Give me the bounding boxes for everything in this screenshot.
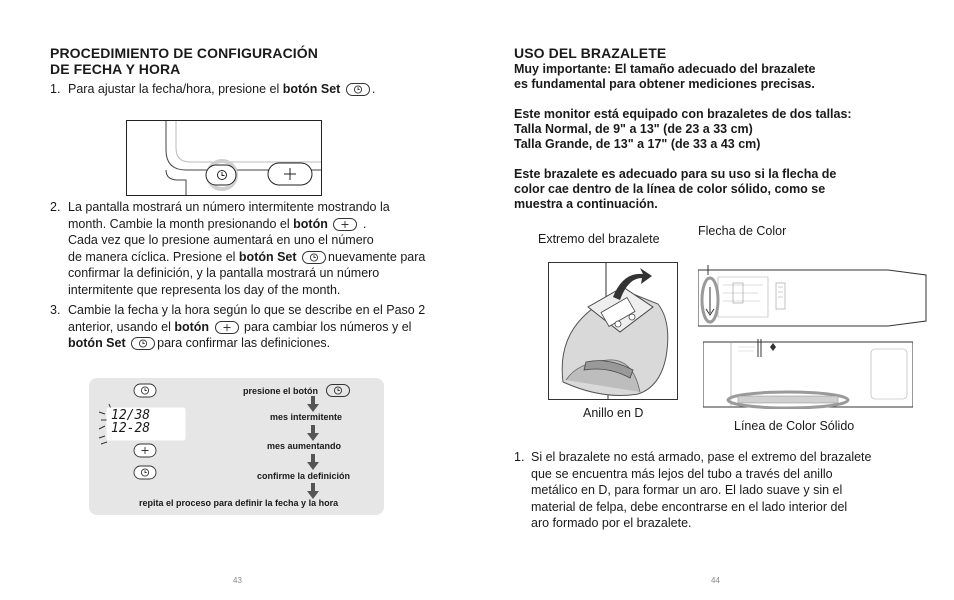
right-important: Muy importante: El tamaño adecuado del brazalete es fundamental para obtener mediciones precisas. bbox=[514, 62, 816, 91]
lcd-display: 12/38 12-28 bbox=[111, 408, 151, 436]
flow-label-confirm: confirme la definición bbox=[257, 471, 351, 481]
arrow-down-icon bbox=[307, 396, 319, 412]
arrow-down-icon bbox=[307, 454, 319, 470]
left-step2: 2. La pantalla mostrará un número intermitente mostrando la month. Cambie la month presionando el botón . Cada vez que lo presione aumentará en uno el número de manera cíclica. Presione el botón Set nuevamente para confirmar la definición, y la pantalla mostrará un número intermitente que representa los day of the month. bbox=[50, 200, 426, 297]
right-title: USO DEL BRAZALETE bbox=[514, 45, 667, 61]
caption-d-ring: Anillo en D bbox=[583, 406, 644, 420]
plus-icon bbox=[333, 218, 357, 231]
page-number-left: 43 bbox=[233, 576, 242, 585]
left-step3: 3. Cambie la fecha y la hora según lo que se describe en el Paso 2 anterior, usando el botón para cambiar los números y el botón Set para confirmar las definiciones. bbox=[50, 303, 426, 350]
right-step1: 1. Si el brazalete no está armado, pase el extremo del brazalete que se encuentra más lejos del tubo a través del anillo metálico en D, para formar un aro. El lado suave y sin el material de felpa, debe encontrarse en el lado interior del aro formado por el brazalete. bbox=[514, 450, 872, 530]
left-title: PROCEDIMIENTO DE CONFIGURACIÓN DE FECHA Y HORA bbox=[50, 45, 318, 77]
clock-icon bbox=[326, 384, 350, 397]
cuff-strip-top bbox=[698, 265, 928, 327]
flow-buttons-graphic bbox=[89, 378, 189, 515]
page-number-right: 44 bbox=[711, 576, 720, 585]
left-step1: 1. Para ajustar la fecha/hora, presione el botón Set . bbox=[50, 82, 376, 96]
arrow-down-icon bbox=[307, 425, 319, 441]
arrow-down-icon bbox=[307, 483, 319, 499]
clock-icon bbox=[346, 83, 370, 96]
clock-icon bbox=[302, 251, 326, 264]
device-illustration bbox=[126, 120, 322, 196]
clock-icon bbox=[131, 337, 155, 350]
caption-solid-line: Línea de Color Sólido bbox=[734, 419, 855, 433]
flow-label-repeat: repita el proceso para definir la fecha y la hora bbox=[139, 498, 339, 508]
cuff-photo bbox=[548, 262, 678, 400]
cuff-strip-bottom bbox=[703, 337, 913, 409]
flow-label-month-increase: mes aumentando bbox=[267, 441, 342, 451]
right-fit: Este brazalete es adecuado para su uso si la flecha de color cae dentro de la línea de color sólido, como se muestra a continuación. bbox=[514, 167, 837, 211]
caption-color-arrow: Flecha de Color bbox=[698, 224, 787, 238]
flow-label-month-flash: mes intermitente bbox=[270, 412, 343, 422]
right-sizes: Este monitor está equipado con brazaletes de dos tallas: Talla Normal, de 9" a 13" (de 23 a 33 cm) Talla Grande, de 13" a 17" (de 33 a 43 cm) bbox=[514, 107, 852, 151]
setup-flow-diagram bbox=[89, 378, 384, 515]
flow-label-press: presione el botón bbox=[243, 384, 352, 397]
caption-cuff-end: Extremo del brazalete bbox=[538, 232, 660, 246]
plus-icon bbox=[215, 321, 239, 334]
